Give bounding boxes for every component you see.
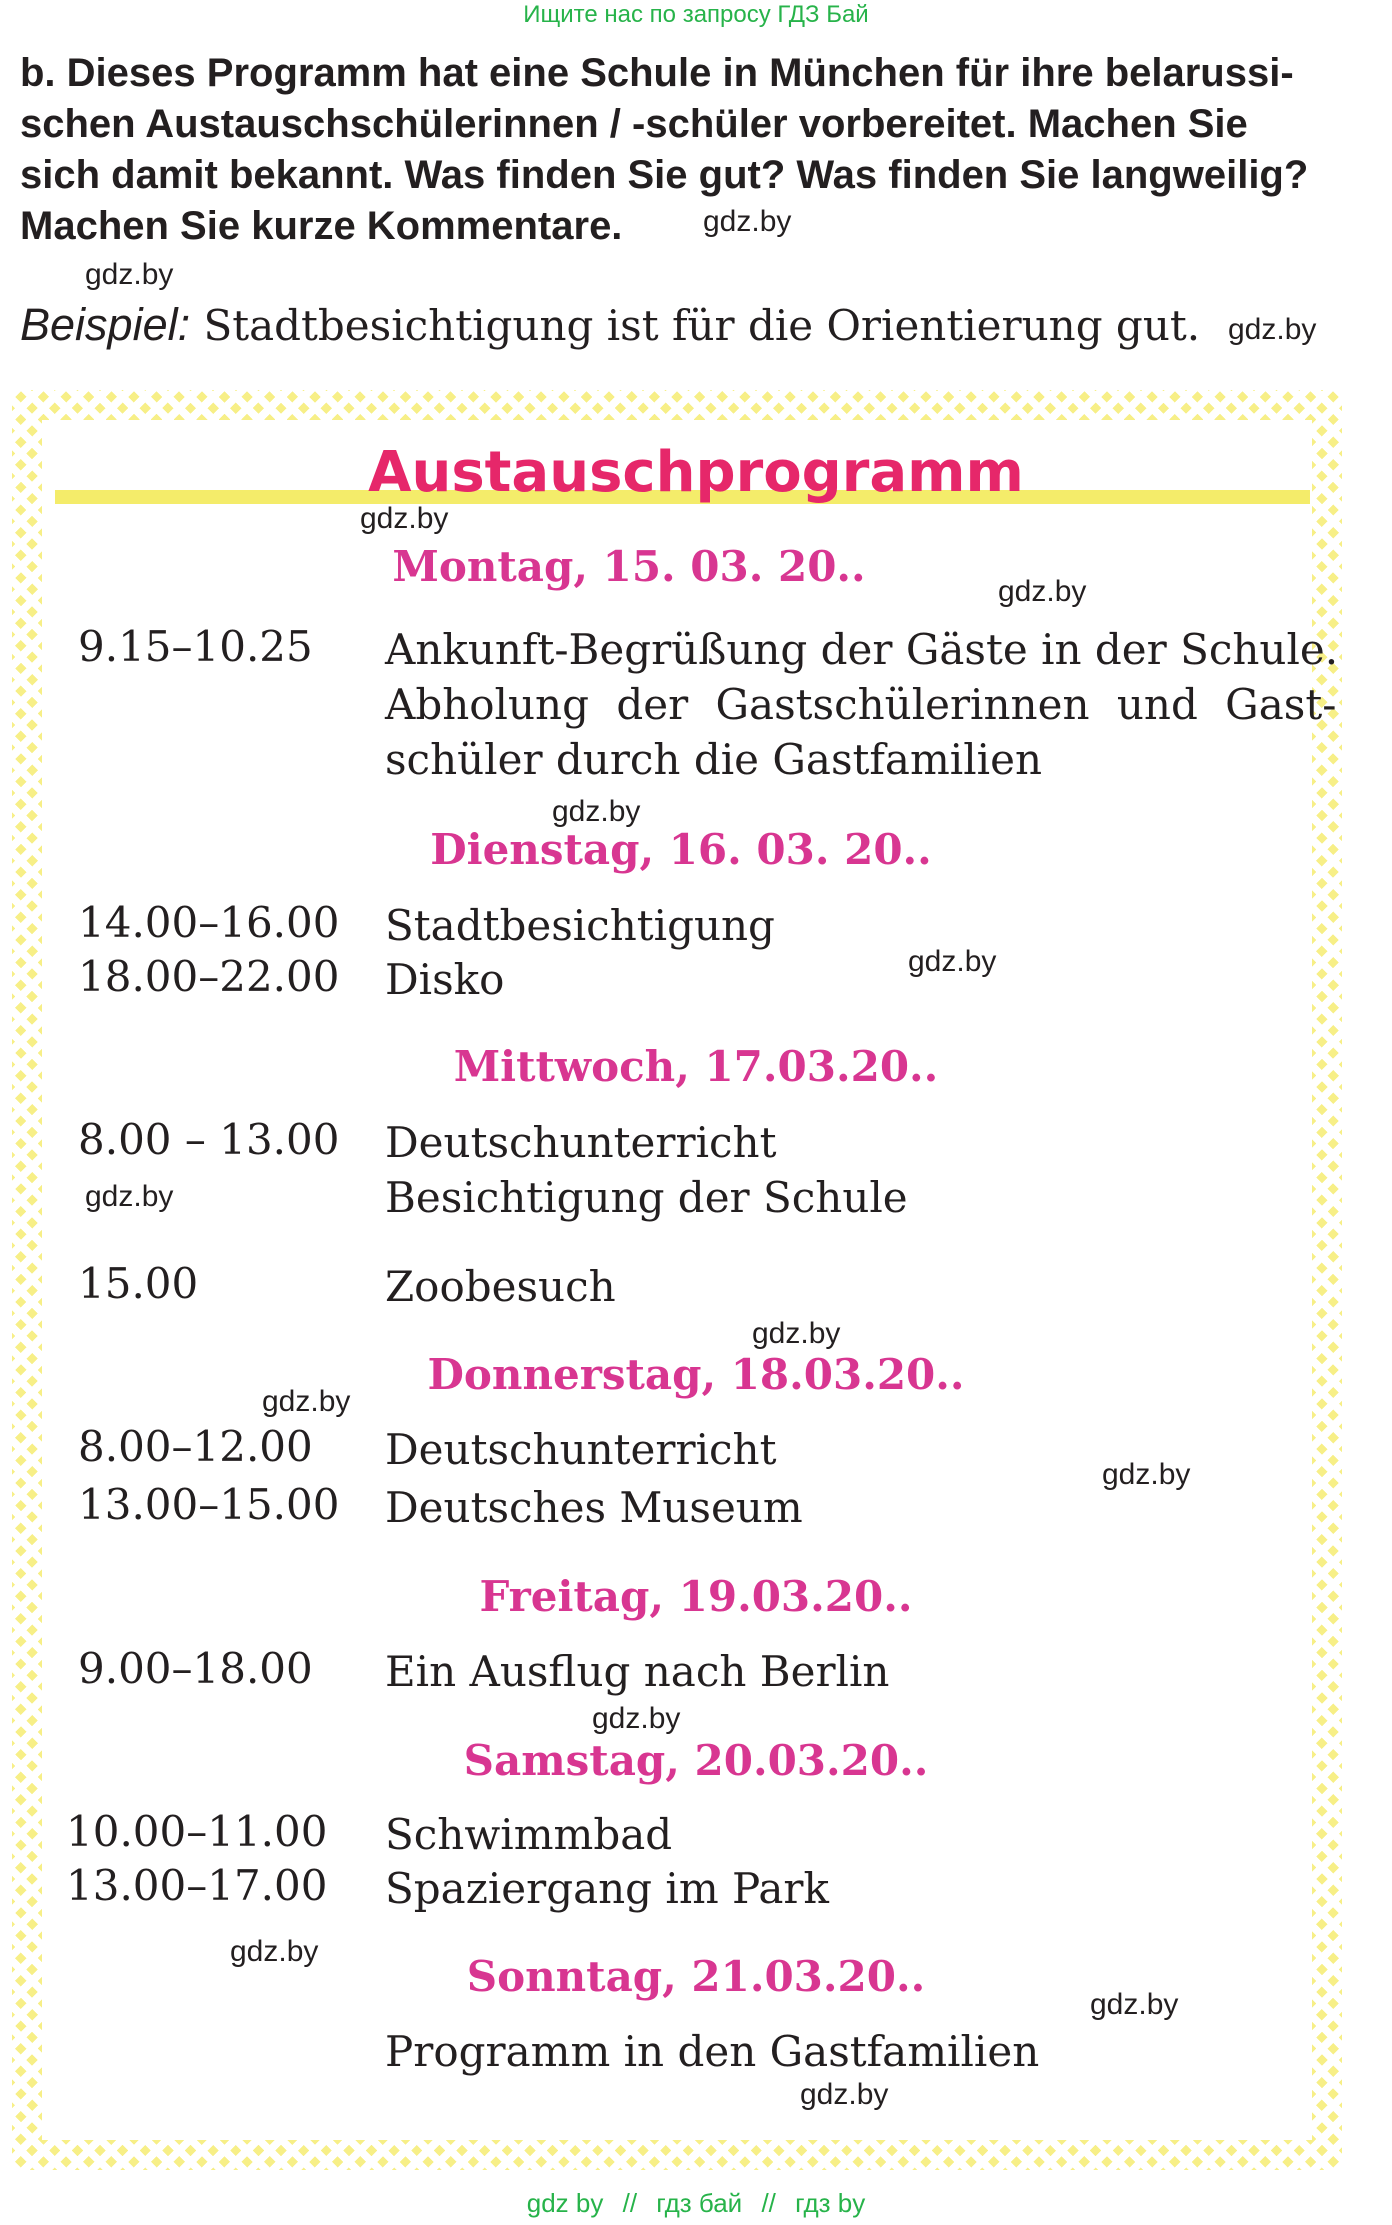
task-line: sich damit bekannt. Was finden Sie gut? Was finden Sie langweilig?	[20, 153, 1309, 197]
example-sentence	[20, 298, 1200, 353]
time-slot: 15.00	[78, 1259, 199, 1308]
watermark: gdz.by	[230, 1935, 319, 1968]
link-gdz-bai[interactable]: гдз бай	[656, 2188, 743, 2218]
day-heading-friday: Freitag, 19.03.20..	[479, 1572, 913, 1621]
link-gdz-by-cyr[interactable]: гдз by	[795, 2188, 866, 2218]
activity	[385, 622, 1338, 787]
watermark: gdz.by	[85, 1180, 174, 1213]
example-text: Stadtbesichtigung ist für die Orientierung gut.	[203, 301, 1201, 350]
day-heading-wednesday: Mittwoch, 17.03.20..	[453, 1042, 939, 1091]
day-heading-saturday: Samstag, 20.03.20..	[463, 1736, 929, 1785]
day-heading-thursday: Donnerstag, 18.03.20..	[427, 1350, 965, 1399]
activity: Disko	[385, 955, 505, 1004]
time-slot: 9.00–18.00	[78, 1644, 313, 1693]
time-slot: 8.00 – 13.00	[78, 1115, 340, 1164]
bottom-links	[0, 2188, 1392, 2219]
activity-line: Deutschunterricht	[385, 1118, 777, 1167]
activity: Deutschunterricht	[385, 1425, 777, 1474]
activity: Spaziergang im Park	[385, 1864, 829, 1913]
day-heading-monday: Montag, 15. 03. 20..	[392, 542, 866, 591]
activity-line: Abholung der Gastschülerinnen und Gast-	[385, 680, 1337, 729]
watermark: gdz.by	[908, 945, 997, 978]
task-instruction	[20, 48, 1360, 252]
time-slot: 8.00–12.00	[78, 1422, 313, 1471]
example-label: Beispiel:	[20, 299, 191, 350]
activity: Schwimmbad	[385, 1810, 673, 1859]
activity-line: Ankunft-Begrüßung der Gäste in der Schule.	[385, 625, 1339, 674]
watermark: gdz.by	[85, 258, 174, 291]
activity: Deutsches Museum	[385, 1483, 803, 1532]
day-heading-sunday: Sonntag, 21.03.20..	[466, 1952, 926, 2001]
time-slot: 9.15–10.25	[78, 622, 313, 671]
task-line: schen Austauschschülerinnen / -schüler vorbereitet. Machen Sie	[20, 102, 1248, 146]
watermark: gdz.by	[752, 1317, 841, 1350]
program-title: Austauschprogramm	[368, 440, 1024, 505]
activity	[385, 1115, 908, 1225]
time-slot: 13.00–17.00	[66, 1861, 328, 1910]
watermark: gdz.by	[552, 795, 641, 828]
activity: Zoobesuch	[385, 1262, 616, 1311]
watermark: gdz.by	[360, 502, 449, 535]
day-heading-tuesday: Dienstag, 16. 03. 20..	[430, 825, 932, 874]
watermark: gdz.by	[1102, 1458, 1191, 1491]
time-slot: 10.00–11.00	[66, 1807, 328, 1856]
watermark: gdz.by	[262, 1385, 351, 1418]
time-slot: 13.00–15.00	[78, 1480, 340, 1529]
watermark: gdz.by	[800, 2078, 889, 2111]
activity: Ein Ausflug nach Berlin	[385, 1647, 890, 1696]
watermark: gdz.by	[1228, 313, 1317, 346]
activity: Stadtbesichtigung	[385, 901, 775, 950]
task-line: b. Dieses Programm hat eine Schule in München für ihre belarussi-	[20, 51, 1294, 95]
watermark: gdz.by	[703, 205, 792, 238]
link-separator: //	[761, 2188, 776, 2218]
activity: Programm in den Gastfamilien	[385, 2027, 1040, 2076]
link-gdz-by[interactable]: gdz by	[526, 2188, 604, 2218]
time-slot: 18.00–22.00	[78, 952, 340, 1001]
time-slot: 14.00–16.00	[78, 898, 340, 947]
link-separator: //	[622, 2188, 638, 2218]
activity-line: schüler durch die Gastfamilien	[385, 735, 1042, 784]
watermark: gdz.by	[1090, 1988, 1179, 2021]
top-banner-link[interactable]: Ищите нас по запросу ГДЗ Бай	[523, 1, 869, 28]
task-line: Machen Sie kurze Kommentare.	[20, 204, 623, 248]
watermark: gdz.by	[592, 1702, 681, 1735]
watermark: gdz.by	[998, 575, 1087, 608]
activity-line: Besichtigung der Schule	[385, 1173, 908, 1222]
